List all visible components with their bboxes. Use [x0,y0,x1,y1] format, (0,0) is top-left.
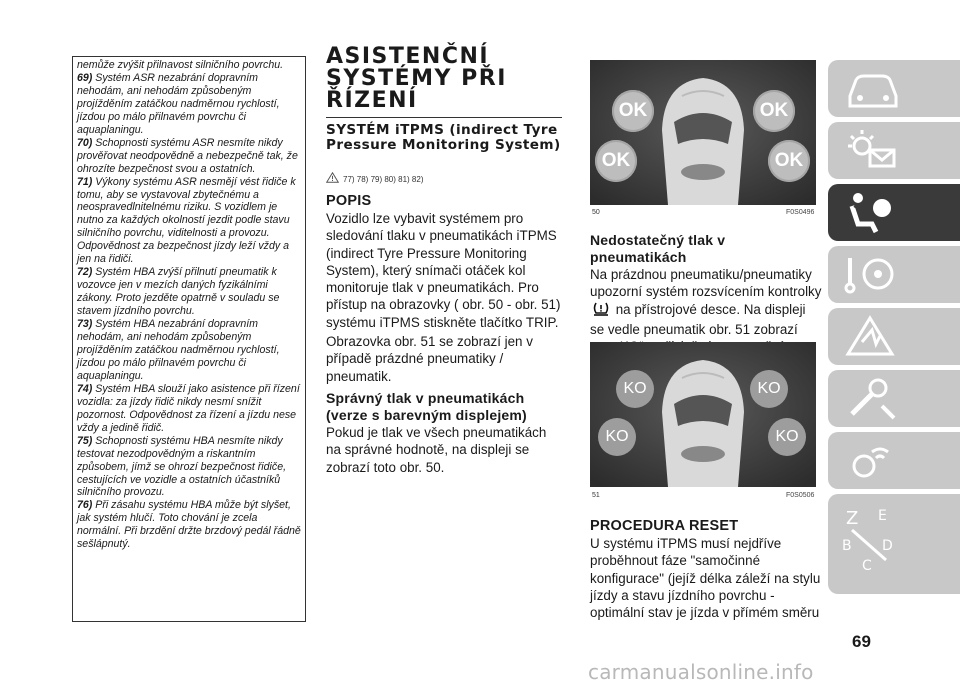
warnings-box [72,56,306,622]
tire-ok-rear-left: OK [595,140,637,182]
warning-refs: 77) 78) 79) 80) 81) 82) [326,172,424,185]
svg-text:D: D [882,538,893,554]
svg-text:C: C [862,558,872,574]
tire-ko-front-left: KO [616,370,654,408]
warning-item: nemůže zvýšit přilnavost silničního povrchu. [77,59,284,71]
car-topview-icon [590,60,816,205]
tab-safety[interactable] [828,184,960,241]
low-pressure-text: Na prázdnou pneumatiku/pneumatiky upozorní systém rozsvícením kontrolky na přístrojové desce. Na displeji se vedle pneumatik obr. 51 zobrazí [590,267,822,337]
tire-ko-front-right: KO [750,370,788,408]
warning-item: 70) Schopnosti systému ASR nesmíte nikdy prověřovat neodpovědně a nebezpečně tak, že ohrozíte bezpečnost svou a ostatních. [77,136,298,175]
popis-heading: POPIS [326,193,372,209]
car-dashboard-icon [842,66,902,112]
tire-ko-rear-left: KO [598,418,636,456]
fig50-code: F0S0496 [786,209,815,216]
watermark: carmanualsonline.info [588,660,814,684]
car-topview-icon [590,342,816,487]
tab-index[interactable] [828,494,960,594]
warning-item: 75) Schopnosti systému HBA nesmíte nikdy testovat nezodpovědným a riskantním způsobem, jímž se ohrozí bezpečnost řidiče, cestujících ve vozidle a ostatních účastníků silničního provozu. [77,434,287,499]
warning-item: 76) Při zásahu systému HBA může být slyšet, jak systém hlučí. Toto chování je zcela normální. Při brzdění držte brzdový pedál řádně sešlápnutý. [77,499,301,551]
tire-ko-rear-right: KO [768,418,806,456]
multimedia-icon [842,438,902,484]
emergency-triangle-icon [842,314,902,360]
tire-ok-rear-right: OK [768,140,810,182]
reset-section [590,518,822,621]
low-pressure-section [590,232,822,355]
warning-triangle-icon [326,172,339,185]
fig50-number: 50 [592,209,600,216]
warning-item: 73) Systém HBA nezabrání dopravním nehodám, ani nehodám způsobeným projížděním zatáčkou nadměrnou rychlostí, jízdou po málo přilnavém povrchu či aquaplaningu. [77,318,280,382]
fig50-image [590,60,816,205]
low-pressure-heading: Nedostatečný tlak v pneumatikách [590,232,726,265]
tire-ok-front-left: OK [612,90,654,132]
tire-ok-front-right: OK [753,90,795,132]
page-number: 69 [852,632,871,651]
warning-item: 71) Výkony systému ASR nesmějí vést řidiče k tomu, aby se vystavoval zbytečnému a neospravedlnitelnému riziku. S vozidlem je nutno za každých okolností jezdit podle stavu silničního povrchu, viditelnosti a provozu. Odpovědnost za bezpečnost jízdy leží vždy a jen na řidiči. [77,175,296,266]
section-title-block [326,46,562,112]
fig51-code: F0S0506 [786,492,815,499]
popis-text-2: Obrazovka obr. 51 se zobrazí jen v případě prázdné pneumatiky / pneumatik. [326,334,533,384]
tab-emergency[interactable] [828,308,960,365]
itpms-subtitle: SYSTÉM iTPMS (indirect Tyre Pressure Monitoring System) [326,122,561,153]
tab-maintenance[interactable] [828,370,960,427]
tpms-warning-light-icon [592,301,610,321]
tab-starting[interactable] [828,246,960,303]
svg-text:B: B [842,538,852,554]
steering-key-icon [842,252,902,298]
warning-item: 74) Systém HBA slouží jako asistence při řízení vozidla: za jízdy řidič nikdy nesmí snížit pozornost. Odpovědnost za řízení a jízdu nese vždy a jedině řidič. [77,382,300,434]
fig51-number: 51 [592,492,600,499]
section-title: ASISTENČNÍ SYSTÉMY PŘI ŘÍZENÍ [326,44,507,113]
svg-text:E: E [878,508,887,524]
airbag-seat-icon [842,190,902,236]
service-wrench-icon [842,376,902,422]
tab-warning-lights[interactable] [828,122,960,179]
tab-dashboard[interactable] [828,60,960,117]
fig51-image [590,342,816,487]
reset-heading: PROCEDURA RESET [590,518,739,534]
warning-item: 69) Systém ASR nezabrání dopravním nehodám, ani nehodám způsobeným projížděním zatáčkou nadměrnou rychlostí, jízdou po málo přilnavém povrchu či aquaplaningu. [77,71,280,136]
warning-lights-icon [842,128,902,174]
svg-text:Z: Z [846,508,859,529]
popis-text: Vozidlo lze vybavit systémem pro sledování tlaku v pneumatikách iTPMS (indirect Tyre Pressure Monitoring System), který snímači otáček kol monitoruje tlak v pneumatikách. Pro přístup na obrazovky ( obr. 50 - obr. 51) systému iTPMS stiskněte tlačítko TRIP. [326,211,561,330]
reset-text: U systému iTPMS musí nejdříve proběhnout fáze "samočinné konfigurace" (jejíž délka záleží na stylu jízdy a stavu jízdního povrchu - optimální stav je jízda v přímém směru [590,536,821,621]
popis-section [326,193,564,476]
correct-pressure-text: Pokud je tlak ve všech pneumatikách na správné hodnotě, na displeji se zobrazí toto obr. 50. [326,424,547,475]
correct-pressure-heading: Správný tlak v pneumatikách (verze s barevným displejem) [326,389,527,423]
warning-item: 72) Systém HBA zvýší přilnutí pneumatik k vozovce jen v mezích daných fyzikálními zákony. Proto jezděte opatrně v souladu se stavem jízdního povrchu. [77,266,280,318]
tab-multimedia[interactable] [828,432,960,489]
index-letters-icon [842,500,912,580]
title-divider [326,117,562,118]
